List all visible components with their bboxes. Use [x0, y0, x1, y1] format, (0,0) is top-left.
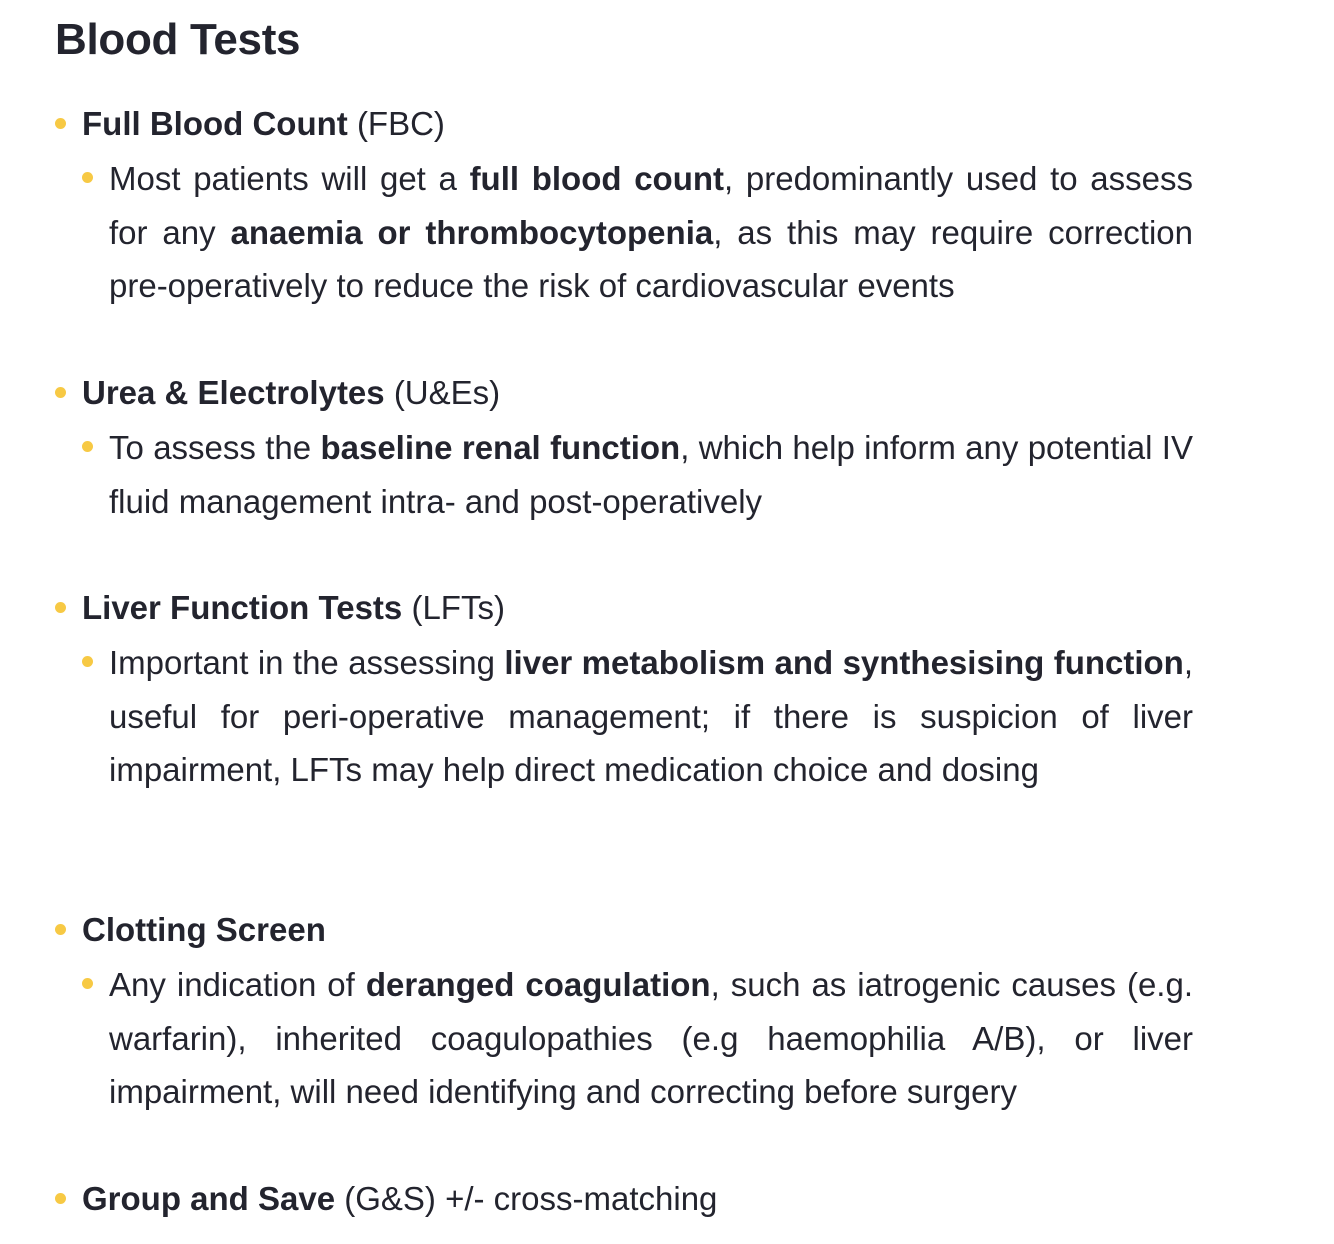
sub-list-item — [82, 958, 1193, 1119]
detail-text: Most patients will get a — [109, 160, 470, 197]
bullet-dot-icon — [55, 118, 66, 129]
bullet-dot-icon — [55, 924, 66, 935]
list-item — [55, 1174, 1193, 1224]
section-ues — [55, 368, 1193, 528]
bullet-dot-icon — [82, 656, 93, 667]
list-item — [55, 905, 1193, 955]
detail-emphasis: full blood count — [469, 160, 725, 197]
item-heading: Clotting Screen — [82, 911, 326, 948]
detail-text: To assess the — [109, 429, 321, 466]
section-clotting — [55, 905, 1193, 1119]
bullet-dot-icon — [55, 1193, 66, 1204]
item-abbreviation: (FBC) — [356, 105, 445, 142]
list-item — [55, 99, 1193, 149]
item-heading: Full Blood Count — [82, 105, 348, 142]
detail-emphasis: baseline renal function — [320, 429, 681, 466]
item-abbreviation: (U&Es) — [393, 374, 501, 411]
detail-emphasis: liver metabolism and synthesising function — [504, 644, 1184, 681]
bullet-dot-icon — [55, 602, 66, 613]
page-title: Blood Tests — [55, 15, 301, 64]
detail-text: , useful for peri-operative management; if there is suspicion of liver impairment, LFTs may help direct medication choice and dosing — [109, 644, 1194, 788]
item-abbreviation: (LFTs) — [411, 589, 505, 626]
detail-text: , as this may require correction pre-operatively to reduce the risk of cardiovascular events — [109, 213, 1194, 304]
detail-emphasis: anaemia or thrombocytopenia — [230, 213, 714, 251]
sub-list-item — [82, 636, 1193, 797]
item-abbreviation: (G&S) +/- cross-matching — [344, 1180, 718, 1217]
detail-text: , which help inform any potential IV fluid management intra- and post-operatively — [109, 429, 1193, 520]
list-item — [55, 583, 1193, 633]
section-fbc — [55, 99, 1193, 313]
section-group-save — [55, 1174, 1193, 1224]
item-heading: Group and Save — [82, 1180, 336, 1217]
sub-list-item — [82, 152, 1193, 313]
bullet-dot-icon — [55, 387, 66, 398]
bullet-dot-icon — [82, 978, 93, 989]
detail-text: , such as iatrogenic causes (e.g. warfarin), inherited coagulopathies (e.g haemophilia A/B), or liver impairment, will need identifying and correcting before surgery — [109, 966, 1194, 1110]
detail-emphasis: deranged coagulation — [365, 966, 711, 1003]
bullet-dot-icon — [82, 172, 93, 183]
sub-list-item — [82, 421, 1193, 528]
section-lfts — [55, 583, 1193, 797]
item-heading: Liver Function Tests — [82, 589, 403, 626]
detail-text: , predominantly used to assess for any — [109, 160, 1193, 251]
list-item — [55, 368, 1193, 418]
detail-text: Important in the assessing — [109, 644, 505, 681]
detail-text: Any indication of — [109, 966, 366, 1003]
bullet-dot-icon — [82, 441, 93, 452]
item-heading: Urea & Electrolytes — [82, 374, 385, 411]
